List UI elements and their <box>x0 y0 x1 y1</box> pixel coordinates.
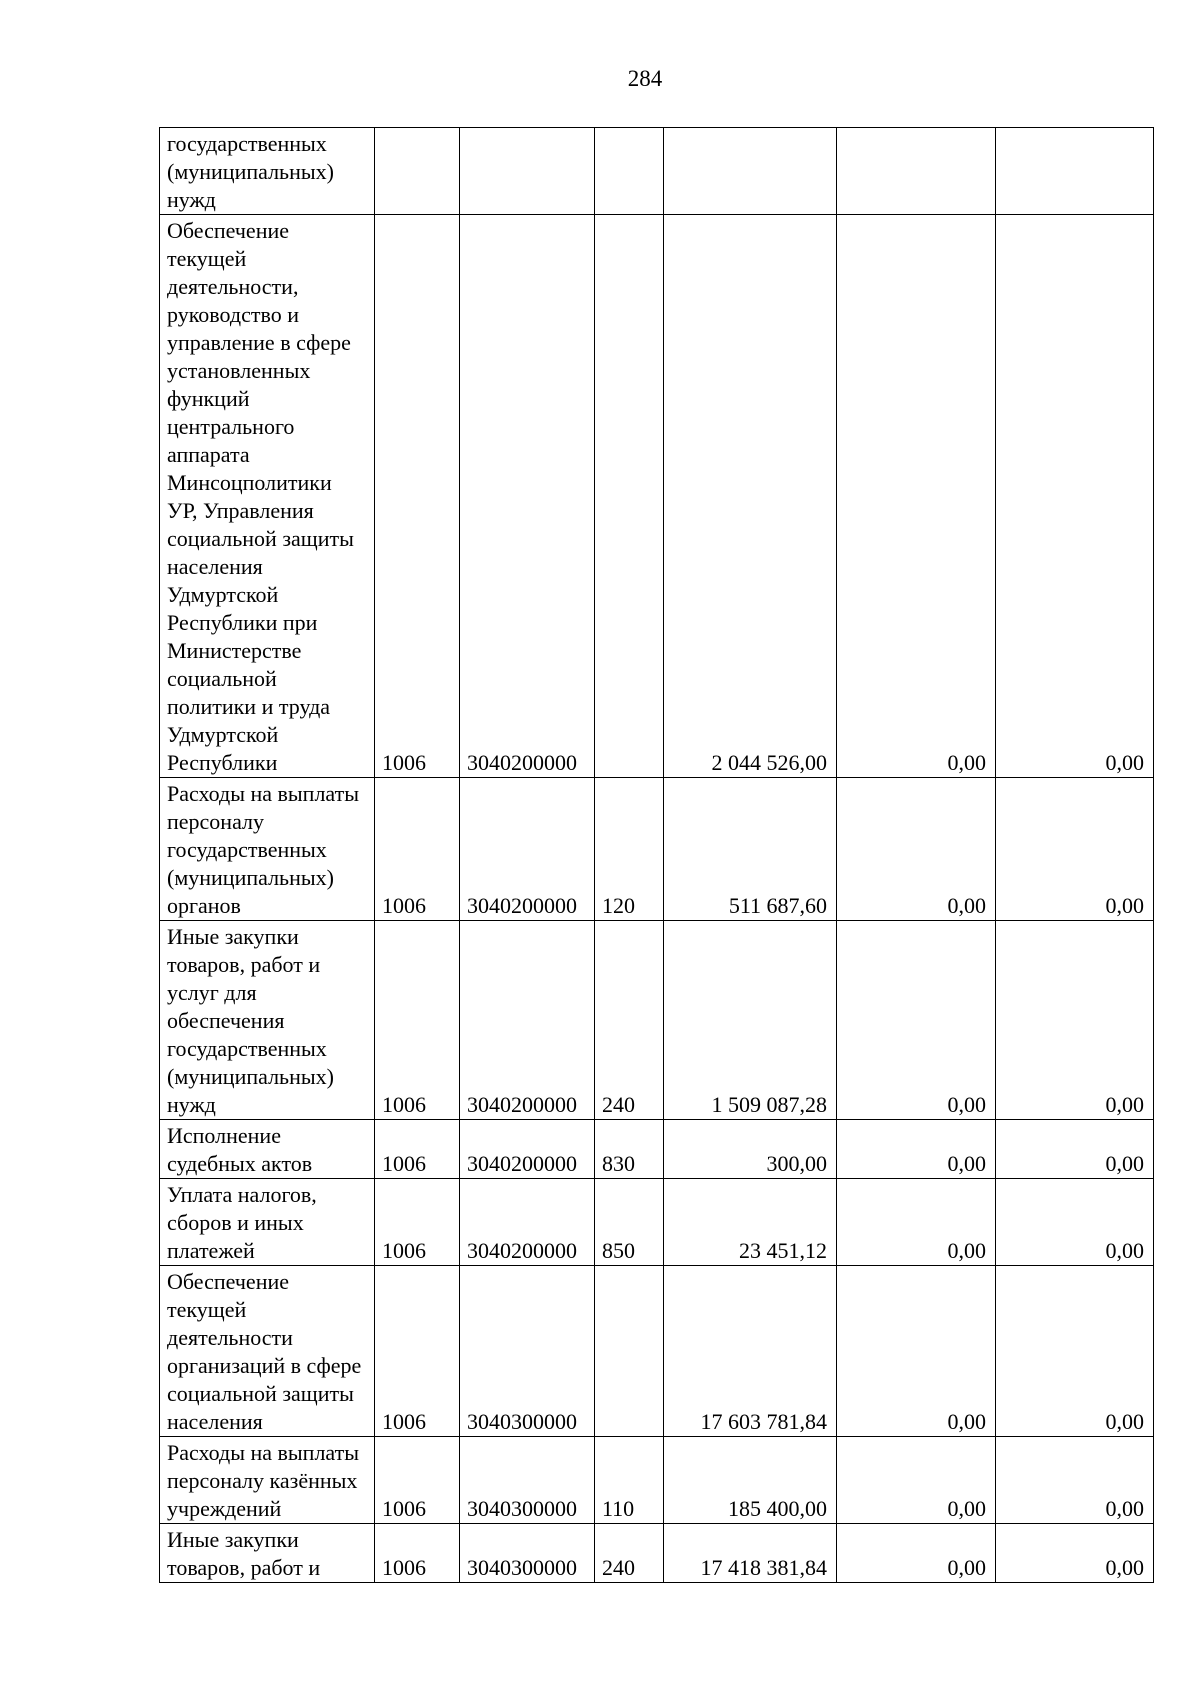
sum-1-cell: 511 687,60 <box>664 778 837 921</box>
table-row <box>160 1120 1154 1179</box>
sum-2-cell: 0,00 <box>837 1179 996 1266</box>
target-code-cell: 3040200000 <box>460 778 595 921</box>
table-row <box>160 1437 1154 1524</box>
sum-1-cell: 2 044 526,00 <box>664 215 837 778</box>
section-code-cell: 1006 <box>375 921 460 1120</box>
sum-2-cell: 0,00 <box>837 1524 996 1583</box>
row-name-cell: Расходы на выплаты персоналу казённых учреждений <box>160 1437 375 1524</box>
sum-1-cell: 17 603 781,84 <box>664 1266 837 1437</box>
section-code-cell <box>375 128 460 215</box>
sum-3-cell <box>996 128 1154 215</box>
sum-3-cell: 0,00 <box>996 1179 1154 1266</box>
table-row <box>160 778 1154 921</box>
row-name-cell: Расходы на выплаты персоналу государственных (муниципальных) органов <box>160 778 375 921</box>
target-code-cell: 3040200000 <box>460 1179 595 1266</box>
expense-type-cell <box>595 128 664 215</box>
sum-1-cell <box>664 128 837 215</box>
table-row <box>160 1266 1154 1437</box>
expense-type-cell: 240 <box>595 921 664 1120</box>
sum-1-cell: 23 451,12 <box>664 1179 837 1266</box>
sum-3-cell: 0,00 <box>996 778 1154 921</box>
table-row <box>160 1179 1154 1266</box>
expense-type-cell: 240 <box>595 1524 664 1583</box>
expense-type-cell <box>595 215 664 778</box>
row-name-cell: Иные закупки товаров, работ и <box>160 1524 375 1583</box>
row-name-cell: Уплата налогов, сборов и иных платежей <box>160 1179 375 1266</box>
sum-2-cell: 0,00 <box>837 778 996 921</box>
table-row <box>160 1524 1154 1583</box>
expense-type-cell: 830 <box>595 1120 664 1179</box>
sum-2-cell: 0,00 <box>837 921 996 1120</box>
section-code-cell: 1006 <box>375 778 460 921</box>
sum-3-cell: 0,00 <box>996 215 1154 778</box>
table-row <box>160 215 1154 778</box>
target-code-cell: 3040300000 <box>460 1524 595 1583</box>
row-name-cell: государственных (муниципальных) нужд <box>160 128 375 215</box>
sum-1-cell: 17 418 381,84 <box>664 1524 837 1583</box>
sum-2-cell <box>837 128 996 215</box>
target-code-cell: 3040200000 <box>460 921 595 1120</box>
sum-2-cell: 0,00 <box>837 215 996 778</box>
expense-type-cell: 110 <box>595 1437 664 1524</box>
section-code-cell: 1006 <box>375 1437 460 1524</box>
target-code-cell: 3040300000 <box>460 1266 595 1437</box>
sum-3-cell: 0,00 <box>996 1266 1154 1437</box>
target-code-cell: 3040200000 <box>460 215 595 778</box>
row-name-cell: Обеспечение текущей деятельности организаций в сфере социальной защиты населения <box>160 1266 375 1437</box>
section-code-cell: 1006 <box>375 1120 460 1179</box>
expense-type-cell: 850 <box>595 1179 664 1266</box>
sum-1-cell: 300,00 <box>664 1120 837 1179</box>
sum-1-cell: 185 400,00 <box>664 1437 837 1524</box>
row-name-cell: Иные закупки товаров, работ и услуг для обеспечения государственных (муниципальных) нужд <box>160 921 375 1120</box>
target-code-cell: 3040200000 <box>460 1120 595 1179</box>
section-code-cell: 1006 <box>375 1266 460 1437</box>
target-code-cell: 3040300000 <box>460 1437 595 1524</box>
sum-3-cell: 0,00 <box>996 1524 1154 1583</box>
expense-type-cell: 120 <box>595 778 664 921</box>
sum-2-cell: 0,00 <box>837 1437 996 1524</box>
section-code-cell: 1006 <box>375 1524 460 1583</box>
sum-3-cell: 0,00 <box>996 1120 1154 1179</box>
row-name-cell: Исполнение судебных актов <box>160 1120 375 1179</box>
sum-2-cell: 0,00 <box>837 1266 996 1437</box>
sum-3-cell: 0,00 <box>996 1437 1154 1524</box>
page-number: 284 <box>627 66 663 91</box>
expense-type-cell <box>595 1266 664 1437</box>
row-name-cell: Обеспечение текущей деятельности, руководство и управление в сфере установленных функций центрального аппарата Минсоцполитики УР, Управления социальной защиты населения Удмуртской Республики при Министерстве социальной политики и труда Удмуртской Республики <box>160 215 375 778</box>
budget-table <box>159 127 1154 1583</box>
table-row <box>160 128 1154 215</box>
section-code-cell: 1006 <box>375 1179 460 1266</box>
section-code-cell: 1006 <box>375 215 460 778</box>
sum-2-cell: 0,00 <box>837 1120 996 1179</box>
table-row <box>160 921 1154 1120</box>
target-code-cell <box>460 128 595 215</box>
sum-3-cell: 0,00 <box>996 921 1154 1120</box>
sum-1-cell: 1 509 087,28 <box>664 921 837 1120</box>
